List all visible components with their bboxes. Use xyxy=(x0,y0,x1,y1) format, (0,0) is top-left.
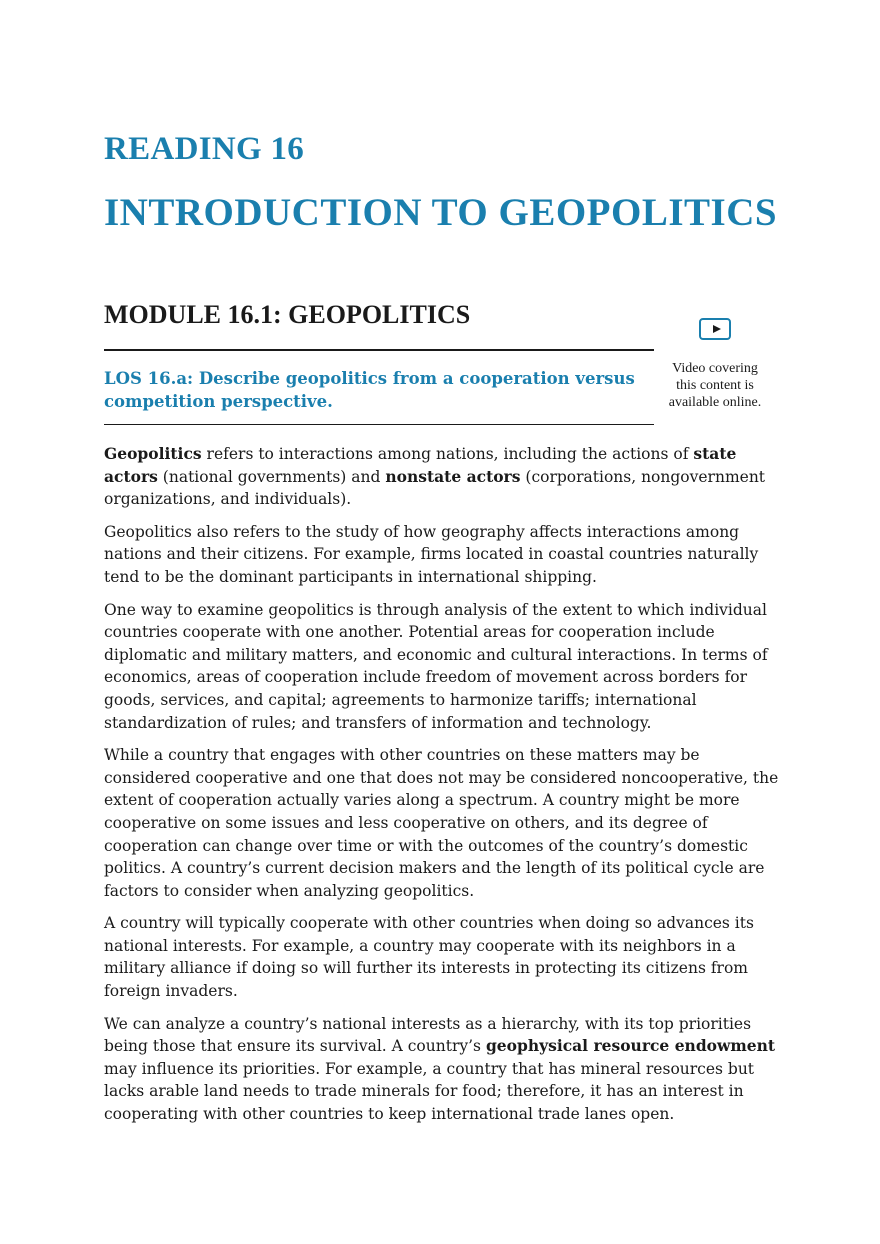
term-nonstate-actors: nonstate actors xyxy=(385,466,521,486)
paragraph-resource-endowment xyxy=(104,1013,784,1126)
video-caption-line: Video covering xyxy=(672,361,758,376)
paragraph-geography: Geopolitics also refers to the study of how geography affects interactions among nations and their citizens. For example, firms located in coastal countries naturally tend to be the dominant participants in international shipping. xyxy=(104,522,759,586)
paragraph-cooperation-spectrum: While a country that engages with other countries on these matters may be considered cooperative and one that does not may be considered noncooperative, the extent of cooperation actually varies along a spectrum. A country might be more cooperative on some issues and less cooperative on others, and its degree of cooperation can change over time or with the outcomes of the country’s domestic politics. A country’s current decision makers and the length of its political cycle are factors to consider when analyzing geopolitics. xyxy=(104,746,779,900)
video-caption-line: available online. xyxy=(668,395,762,410)
video-callout[interactable] xyxy=(655,318,775,411)
paragraph-cooperation-areas: One way to examine geopolitics is through analysis of the extent to which individual countries cooperate with one another. Potential areas for cooperation include diplomatic and military matters, and economic and cultural interactions. In terms of economics, areas of cooperation include freedom of movement across borders for goods, services, and capital; agreements to harmonize tariffs; international standardization of rules; and transfers of information and technology. xyxy=(104,600,768,732)
text-run: may influence its priorities. For example, a country that has mineral resources but lacks arable land needs to trade minerals for food; therefore, it has an interest in cooperating with other countries to keep international trade lanes open. xyxy=(104,1059,755,1124)
video-caption-line: this content is xyxy=(676,378,754,393)
text-run: (national governments) and xyxy=(157,467,386,486)
term-geopolitics: Geopolitics xyxy=(104,444,202,463)
term-state-actors: state actors xyxy=(104,444,737,486)
term-geophysical-resource-endowment: geophysical resource endowment xyxy=(485,1036,776,1056)
los-top-divider xyxy=(104,349,654,351)
text-run: We can analyze a country’s national interests as a hierarchy, with its top priorities being those that ensure its survival. A country’s xyxy=(104,1014,752,1056)
reading-title: INTRODUCTION TO GEOPOLITICS xyxy=(104,191,778,234)
paragraph-geopolitics-definition xyxy=(104,443,784,511)
paragraph-national-interests: A country will typically cooperate with other countries when doing so advances its national interests. For example, a country may cooperate with its neighbors in a military alliance if doing so will further its interests in protecting its citizens from foreign invaders. xyxy=(104,914,754,1001)
module-title: MODULE 16.1: GEOPOLITICS xyxy=(104,300,471,329)
body-text xyxy=(104,443,784,1136)
reading-number: READING 16 xyxy=(104,131,305,167)
los-statement: LOS 16.a: Describe geopolitics from a cooperation versus competition perspective. xyxy=(104,369,635,411)
play-icon[interactable] xyxy=(699,318,731,340)
los-bottom-divider xyxy=(104,424,654,425)
text-run: refers to interactions among nations, including the actions of xyxy=(201,445,694,463)
video-caption xyxy=(655,360,775,411)
text-run: (corporations, nongovernment organizations, and individuals). xyxy=(104,467,766,509)
